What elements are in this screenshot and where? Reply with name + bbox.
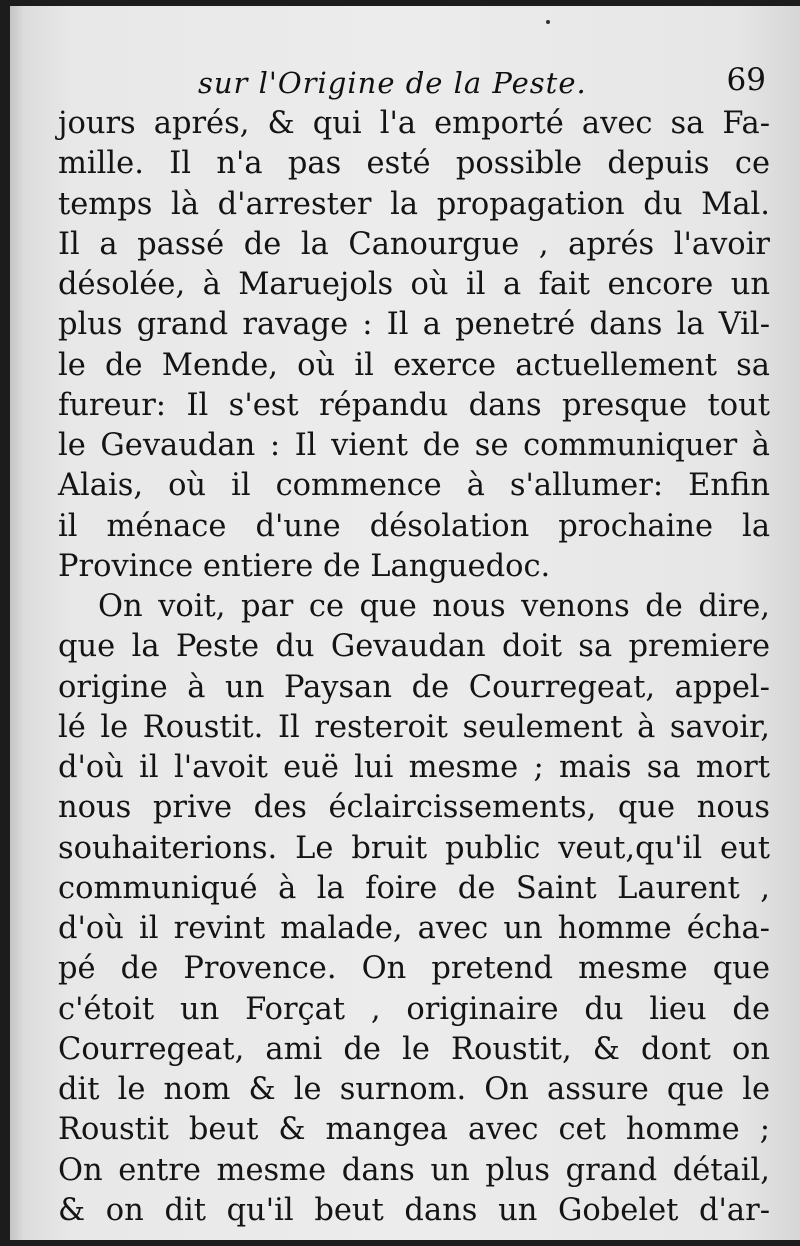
page-binding-shadow: [10, 6, 24, 1240]
text-line: temps là d'arrester la propagation du Mal.: [58, 186, 770, 222]
text-line: origine à un Paysan de Courregeat, appel-: [58, 669, 770, 705]
ink-speck: [546, 20, 550, 24]
text-line: souhaiterions. Le bruit public veut,qu'il eut: [58, 830, 770, 866]
text-line: nous prive des éclaircissements, que nous: [58, 790, 770, 826]
text-line: On voit, par ce que nous venons de dire,: [98, 589, 770, 624]
text-line: Il a passé de la Canourgue , aprés l'avoir: [58, 226, 770, 262]
text-line: c'étoit un Forçat , originaire du lieu de: [58, 991, 770, 1027]
page-number: 69: [726, 62, 766, 98]
text-line: jours aprés, & qui l'a emporté avec sa Fa-: [58, 106, 770, 141]
text-line: plus grand ravage : Il a penetré dans la Vil-: [58, 307, 770, 343]
text-line: lé le Roustit. Il resteroit seulement à savoir,: [58, 709, 770, 745]
text-line: pé de Provence. On pretend mesme que: [58, 951, 770, 987]
text-line: On entre mesme dans un plus grand détail,: [58, 1152, 770, 1188]
running-title: sur l'Origine de la Peste.: [198, 66, 587, 100]
text-line: dit le nom & le surnom. On assure que le: [58, 1072, 770, 1107]
body-text: [58, 104, 770, 1231]
text-line: désolée, à Maruejols où il a fait encore un: [58, 267, 770, 302]
text-line: d'où il revint malade, avec un homme écha-: [58, 911, 770, 946]
text-line: il ménace d'une désolation prochaine la: [58, 508, 770, 544]
text-line: & on dit qu'il beut dans un Gobelet d'ar-: [58, 1192, 770, 1228]
text-line: mille. Il n'a pas esté possible depuis ce: [58, 146, 770, 182]
text-line: Province entiere de Languedoc.: [58, 548, 551, 584]
text-line: le Gevaudan : Il vient de se communiquer à: [58, 428, 770, 463]
text-line: Alais, où il commence à s'allumer: Enfin: [58, 468, 770, 504]
text-line: Courregeat, ami de le Roustit, & dont on: [58, 1031, 770, 1067]
text-line: Roustit beut & mangea avec cet homme ;: [58, 1112, 770, 1148]
text-line: communiqué à la foire de Saint Laurent ,: [58, 870, 770, 906]
text-line: que la Peste du Gevaudan doit sa premiere: [58, 629, 770, 665]
text-line: le de Mende, où il exerce actuellement sa: [58, 347, 770, 383]
book-page: [10, 6, 800, 1240]
text-line: d'où il l'avoit euë lui mesme ; mais sa mort: [58, 750, 770, 785]
text-line: fureur: Il s'est répandu dans presque tout: [58, 387, 770, 423]
